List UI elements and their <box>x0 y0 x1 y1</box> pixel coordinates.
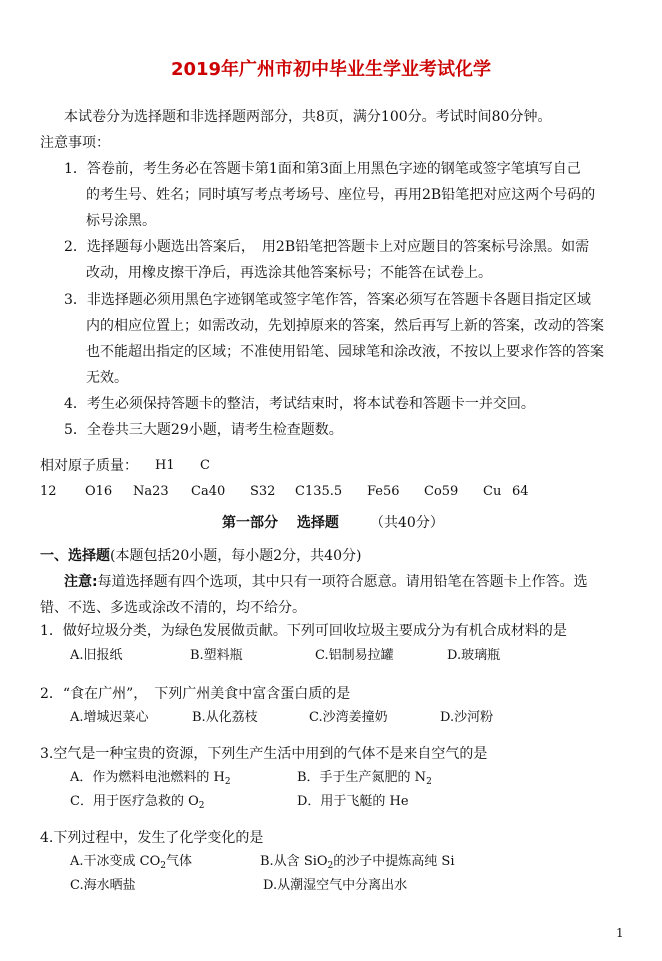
atomic-mass-item: Co59 <box>424 484 459 499</box>
notice-line: 4．考生必须保持答题卡的整洁，考试结束时，将本试卷和答题卡一并交回。 <box>64 396 535 412</box>
option-c: C.铝制易拉罐 <box>315 648 394 663</box>
option-b: B.从化荔枝 <box>192 710 258 725</box>
section-heading: 一、选择题 <box>40 548 110 564</box>
atomic-mass-item: Cu <box>483 484 502 499</box>
atomic-mass-label: 相对原子质量： <box>40 458 138 474</box>
question-stem: 4.下列过程中，发生了化学变化的是 <box>40 830 264 846</box>
exam-title: 2019年广州市初中毕业生学业考试化学 <box>170 59 492 80</box>
option-d: D．用于飞艇的 He <box>297 794 409 809</box>
notice-line: 内的相应位置上；如需改动，先划掉原来的答案，然后再写上新的答案，改动的答案 <box>86 318 604 334</box>
notice-line: 的考生号、姓名；同时填写考点考场号、座位号，再用2B铅笔把对应这两个号码的 <box>86 187 596 203</box>
option-b: B．手于生产氮肥的 $N_2$ <box>297 770 432 787</box>
option-a: A.增城迟菜心 <box>70 710 149 725</box>
atomic-mass-item: Ca40 <box>191 484 226 499</box>
atomic-mass-item: 64 <box>512 484 529 499</box>
section-heading-line <box>40 546 361 566</box>
notice-line: 2．选择题每小题选出答案后， 用2B铅笔把答题卡上对应题目的答案标号涂黑。如需 <box>64 239 590 255</box>
option-a: A．作为燃料电池燃料的 $H_2$ <box>70 770 231 787</box>
notice-line: 标号涂黑。 <box>86 213 156 229</box>
atomic-mass-item: Fe56 <box>367 484 400 499</box>
notice-line: 也不能超出指定的区域；不准使用铅笔、园球笔和涂改液，不按以上要求作答的答案 <box>86 344 604 360</box>
attention-text-cont: 错、不选、多选或涂改不清的，均不给分。 <box>40 600 306 616</box>
attention-line <box>64 572 588 592</box>
notice-heading: 注意事项： <box>40 135 110 151</box>
intro-text: 本试卷分为选择题和非选择题两部分，共8页，满分100分。考试时间80分钟。 <box>64 109 552 125</box>
atomic-mass-item: Na23 <box>133 484 169 499</box>
option-c: C．用于医疗急救的 $O_2$ <box>70 794 205 811</box>
atomic-mass-item: C135.5 <box>295 484 343 499</box>
atomic-mass-item: C <box>200 458 210 473</box>
question-stem: 2．“食在广州”， 下列广州美食中富含蛋白质的是 <box>40 686 351 702</box>
atomic-mass-item: H1 <box>155 458 175 473</box>
option-d: D.玻璃瓶 <box>447 648 501 663</box>
atomic-mass-item: S32 <box>250 484 276 499</box>
section-description: (本题包括20小题，每小题2分，共40分) <box>110 548 362 564</box>
option-c: C.沙湾姜撞奶 <box>309 710 388 725</box>
option-b: B.从含 SiO$_2$的沙子中提炼高纯 Si <box>260 854 455 871</box>
attention-label: 注意: <box>64 574 98 590</box>
question-stem: 1．做好垃圾分类，为绿色发展做贡献。下列可回收垃圾主要成分为有机合成材料的是 <box>40 623 567 639</box>
atomic-mass-item: O16 <box>85 484 113 499</box>
attention-text: 每道选择题有四个选项，其中只有一项符合愿意。请用铅笔在答题卡上作答。选 <box>97 574 588 590</box>
question-stem: 3.空气是一种宝贵的资源，下列生产生活中用到的气体不是来自空气的是 <box>40 746 488 762</box>
option-b: B.塑料瓶 <box>190 648 243 663</box>
notice-line: 5．全卷共三大题29小题，请考生检查题数。 <box>64 422 343 438</box>
option-c: C.海水晒盐 <box>70 878 136 893</box>
option-d: D.沙河粉 <box>440 710 494 725</box>
option-a: A.旧报纸 <box>70 648 123 663</box>
page-number: 1 <box>616 926 624 940</box>
atomic-mass-item: 12 <box>40 484 57 499</box>
notice-line: 改动，用橡皮擦干净后，再选涂其他答案标号；不能答在试卷上。 <box>86 265 492 281</box>
notice-line: 1．答卷前，考生务必在答题卡第1面和第3面上用黑色字迹的钢笔或签字笔填写自己 <box>64 161 581 177</box>
notice-line: 3．非选择题必须用黑色字迹钢笔或签字笔作答，答案必须写在答题卡各题目指定区域 <box>64 292 591 308</box>
option-d: D.从潮湿空气中分离出水 <box>263 878 408 893</box>
part-score: （共40分） <box>370 515 444 531</box>
option-a: A.干冰变成 $CO_2$气体 <box>70 854 193 871</box>
notice-line: 无效。 <box>86 370 128 386</box>
part-title: 第一部分 选择题 <box>222 515 339 531</box>
